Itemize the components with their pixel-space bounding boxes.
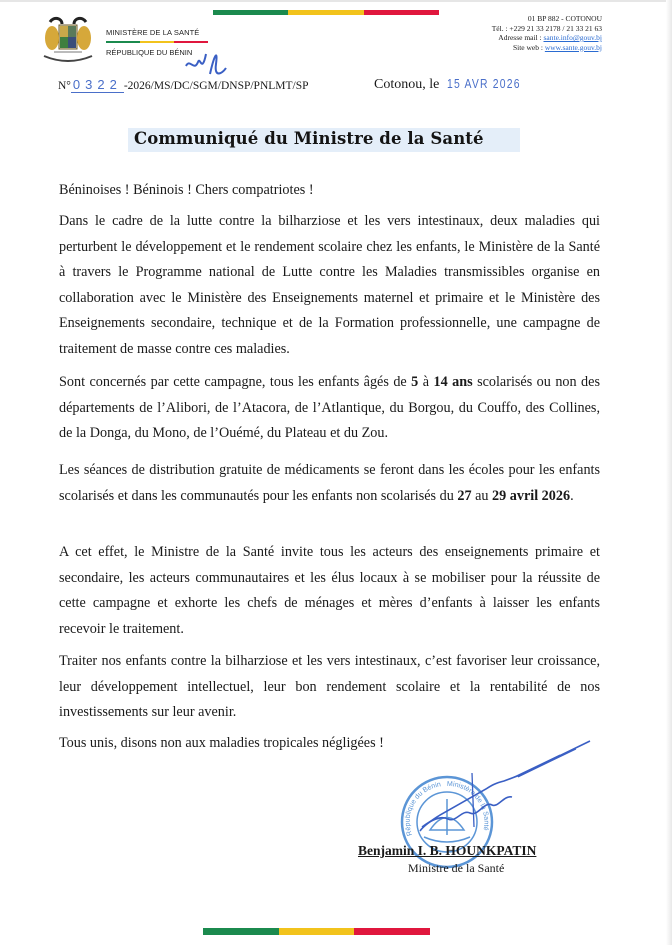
p3-text-before: Les séances de distribution gratuite de médicaments se feront dans les écoles pour les enfants scolarisés et dans les communautés pour les enfants non scolarisés du [59,462,600,504]
p2-text-after: scolarisés ou non des départements de l’Alibori, de l’Atacora, de l’Atlantique, du Borgou, du Couffo, des Collines, de la Donga, du Mono, de l’Ouémé, du Plateau et du Zou. [59,374,600,441]
date-to: 29 avril 2026 [492,487,571,504]
ministry-flag-bar [106,41,208,43]
po-box: 01 BP 882 - COTONOU [527,14,602,23]
p2-text-between: à [418,374,434,390]
flag-red [354,928,430,935]
flag-red [174,41,208,43]
website-label: Site web : [512,42,545,52]
page-right-edge [666,0,672,945]
email-label: Adresse mail : [498,33,544,42]
signer-name: Benjamin I. B. HOUNKPATIN [358,843,537,858]
flag-yellow [140,41,174,43]
p3-text-between: au [471,487,493,504]
signer-title: Ministre de la Santé [408,861,505,875]
flag-yellow [288,10,363,15]
reference-suffix: -2026/MS/DC/SGM/DNSP/PNLMT/SP [123,80,309,92]
stamp-text-left: République du Bénin [404,781,442,837]
date-from: 27 [457,487,472,504]
website-row [492,43,602,53]
p3-text-after: . [570,487,574,504]
page-title: Communiqué du Ministre de la Santé [134,129,484,148]
paragraph-context: Dans le cadre de la lutte contre la bilharziose et les vers intestinaux, deux maladies qui perturbent le développement et le rendement scolaire chez les enfants, le Ministère de la Santé à travers le Programme national de Lutte contre les Maladies transmissibles organise en collaboration avec le Ministère des Enseignements maternel et primaire et le Ministère des Enseignements secondaire, technique et de la Formation professionnelle, une campagne de traitement de masse contre ces maladies. [59,213,600,357]
benin-coat-of-arms-icon [40,16,96,68]
age-to: 14 ans [433,374,473,390]
stamp-text-right: Ministère de la Santé [446,780,490,831]
paragraph-target-population [59,370,600,447]
website-link[interactable]: www.sante.gouv.bj [544,42,602,52]
greeting: Béninoises ! Béninois ! Chers compatriotes ! [59,182,314,198]
paragraph-call-to-action: A cet effet, le Ministre de la Santé invite tous les acteurs des enseignements primaire et secondaire, les acteurs communautaires et les élus locaux à se mobiliser pour la réussite de cette campagne et exhorte les chefs de ménages et mères d’enfants à laisser les enfants recevoir le traitement. [59,544,600,637]
flag-green [106,41,140,43]
page-top-edge [0,0,672,2]
date-line [374,76,539,93]
contact-block [492,14,602,52]
flag-red [364,10,439,15]
flag-yellow [279,928,355,935]
reference-number [58,77,309,92]
flag-bar-top [213,10,439,15]
reference-stamp-number: 0322 [72,77,122,92]
flag-green [213,10,288,15]
signature-icon [400,735,600,845]
phone-numbers: Tél. : +229 21 33 2178 / 21 33 21 63 [491,23,602,33]
paragraph-distribution [59,458,600,509]
p2-text-before: Sont concernés par cette campagne, tous les enfants âgés de [59,374,412,390]
date-stamp: 15 AVR 2026 [446,76,521,91]
flag-green [203,928,279,935]
date-place: Cotonou, le [374,77,440,92]
age-from: 5 [411,374,419,390]
closing-line: Tous unis, disons non aux maladies tropicales négligées ! [59,735,384,751]
ministry-name: MINISTÈRE DE LA SANTÉ [106,28,200,37]
email-link[interactable]: sante.info@gouv.bj [543,33,602,42]
republic-name: RÉPUBLIQUE DU BÉNIN [106,48,193,57]
email-row [492,33,602,43]
flag-bar-bottom [203,928,430,935]
paragraph-benefits: Traiter nos enfants contre la bilharziose et les vers intestinaux, c’est favoriser leur croissance, leur développement intellectuel, leur bon rendement scolaire et la rentabilité de nos investissements sur leur avenir. [59,653,600,720]
reference-prefix: N° [58,80,71,92]
